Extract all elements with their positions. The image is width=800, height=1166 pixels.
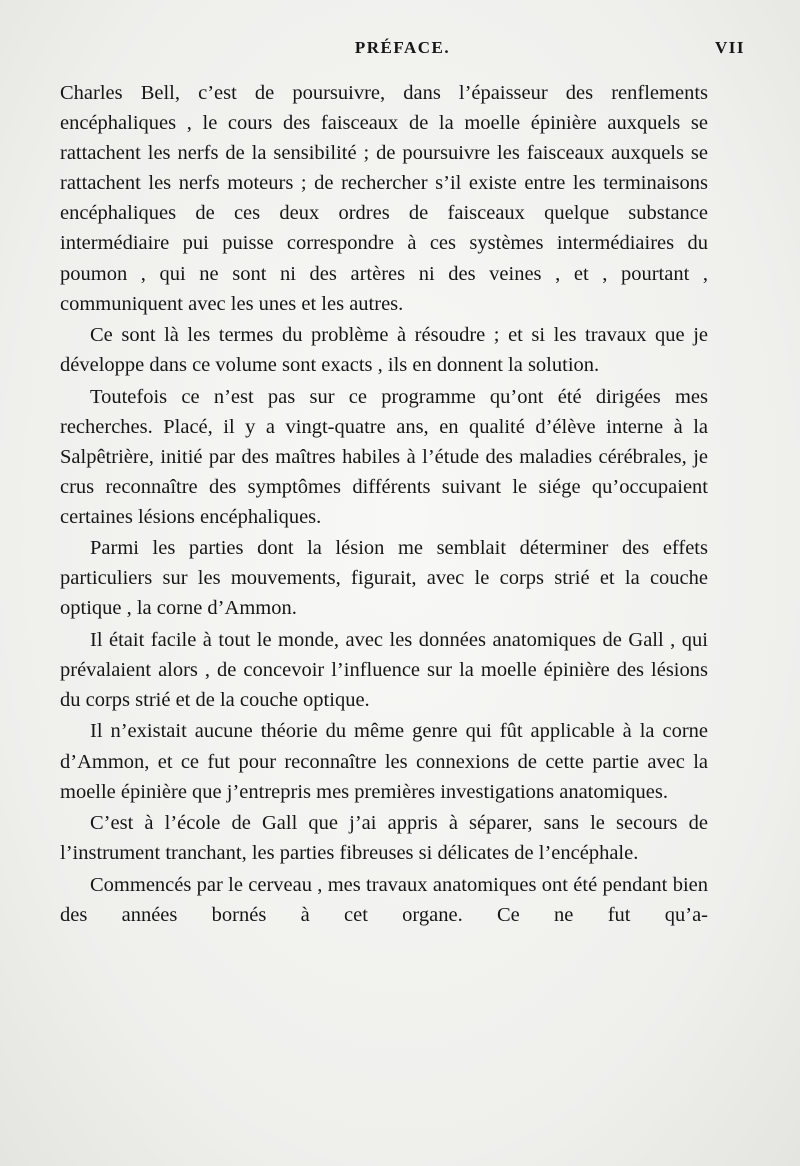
body-text (60, 78, 708, 931)
paragraph: Toutefois ce n’est pas sur ce programme qu’ont été dirigées mes recherches. Placé, il y a vingt-quatre ans, en qualité d’élève interne à la Salpêtrière, initié par des maîtres habiles à l’étude des maladies cérébrales, je crus reconnaître des symptômes différents suivant le siége qu’occupaient certaines lésions encéphaliques. (60, 385, 708, 528)
paragraph: Ce sont là les termes du problème à résoudre ; et si les travaux que je développe dans ce volume sont exacts , ils en donnent la solution. (60, 324, 708, 377)
paragraph: C’est à l’école de Gall que j’ai appris à séparer, sans le secours de l’instrument tranchant, les parties fibreuses si délicates de l’encéphale. (60, 812, 708, 865)
paragraph: Parmi les parties dont la lésion me semblait déterminer des effets particuliers sur les mouvements, figurait, avec le corps strié et la couche optique , la corne d’Ammon. (60, 537, 708, 620)
running-title: PRÉFACE. (354, 38, 451, 57)
paragraph: Il était facile à tout le monde, avec les données anatomiques de Gall , qui prévalaient alors , de concevoir l’influence sur la moelle épinière des lésions du corps strié et de la couche optique. (60, 628, 708, 712)
running-header (60, 38, 745, 68)
paragraph: Il n’existait aucune théorie du même genre qui fût applicable à la corne d’Ammon, et ce fut pour reconnaître les connexions de cette partie avec la moelle épinière que j’entrepris mes premières investigations anatomiques. (60, 720, 708, 803)
page-number: VII (714, 38, 745, 57)
paragraph: Commencés par le cerveau , mes travaux anatomiques ont été pendant bien des années bornés à cet organe. Ce ne fut qu’a- (60, 873, 708, 926)
paragraph: Charles Bell, c’est de poursuivre, dans l’épaisseur des renflements encéphaliques , le cours des faisceaux de la moelle épinière auxquels se rattachent les nerfs de la sensibilité ; de poursuivre les faisceaux auxquels se rattachent les nerfs moteurs ; de rechercher s’il existe entre les terminaisons encéphaliques de ces deux ordres de faisceaux quelque substance intermédiaire pui puisse correspondre à ces systèmes intermédiaires du poumon , qui ne sont ni des artères ni des veines , et , pourtant , communiquent avec les unes et les autres. (60, 82, 708, 315)
